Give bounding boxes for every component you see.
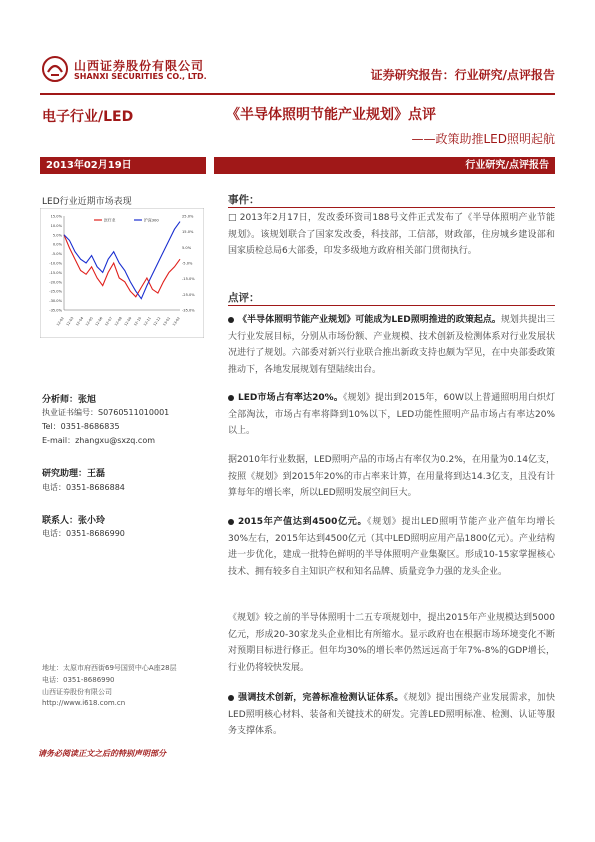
address-company: 山西证券股份有限公司 — [42, 688, 112, 696]
y-tick-label: 0.0% — [52, 242, 62, 247]
x-tick-label: 13-02 — [171, 316, 181, 327]
x-tick-label: 12-02 — [55, 316, 65, 327]
event-heading: 事件： — [228, 194, 260, 206]
review-paragraph-6 — [228, 690, 555, 740]
company-name-en: SHANXI SECURITIES CO., LTD. — [74, 72, 207, 81]
contact-name: 联系人：张小玲 — [42, 516, 106, 526]
review-p6-text: 《规划》提出围绕产业发展需求，加快LED照明核心材料、装备和关键技术的研发。完善LED照明标准、检测、认证等服务支撑体系。 — [228, 693, 555, 736]
legend-label-1: 医疗业 — [104, 217, 116, 223]
review-paragraph-4 — [228, 514, 555, 580]
header-divider — [40, 93, 555, 95]
y-right-tick-label: -35.0% — [182, 308, 195, 313]
x-tick-label: 12-06 — [94, 316, 104, 327]
analyst-cert: 执业证书编号：S0760511010001 — [42, 408, 170, 417]
review-paragraph-2 — [228, 390, 555, 440]
report-type-bar: 行业研究/点评报告 — [214, 157, 555, 174]
page-title: 《半导体照明节能产业规划》点评 — [226, 107, 436, 123]
y-tick-label: 5.0% — [52, 233, 62, 238]
review-p2-text: 《规划》提出到2015年，60W以上普通照明用白炽灯全部淘汰，市场占有率将降到10%以下，LED功能性照明产品市场占有率达20%以上。 — [228, 393, 555, 436]
event-text: □ 2013年2月17日，发改委环资司188号文件正式发布了《半导体照明产业节能规划》。该规划联合了国家发改委，科技部，工信部，财政部，住房城乡建设部和国家质检总局6大部委，印发多级地方政府相关部门贯彻执行。 — [228, 213, 555, 256]
market-performance-chart — [40, 208, 204, 338]
page-subtitle: ——政策助推LED照明起航 — [411, 132, 555, 146]
analyst-email[interactable]: E-mail：zhangxu@sxzq.com — [42, 436, 156, 445]
review-heading: 点评： — [228, 292, 260, 304]
review-p4-lead: 2015年产值达到4500亿元。 — [238, 517, 368, 527]
y-tick-label: 10.0% — [50, 223, 62, 228]
analyst-name: 分析师：张旭 — [42, 395, 97, 405]
y-tick-label: -25.0% — [49, 289, 62, 294]
y-right-tick-label: -5.0% — [182, 261, 193, 266]
contact-tel: 电话：0351-8686990 — [42, 529, 125, 538]
review-paragraph-5: 《规划》较之前的半导体照明十二五专项规划中，提出2015年产业规模达到5000亿元，形成20-30家龙头企业相比有所缩水。显示政府也在根据市场环境变化不断对预期目标进行修正。但年均30%的增长率仍然远远高于年7%-8%的GDP增长，行业仍将较快发展。 — [228, 613, 555, 673]
y-tick-label: -5.0% — [51, 252, 62, 257]
x-tick-label: 12-03 — [65, 316, 75, 327]
y-right-tick-label: -15.0% — [182, 277, 195, 282]
report-type-header: 证券研究报告：行业研究/点评报告 — [370, 68, 555, 82]
company-name-cn: 山西证券股份有限公司 — [74, 59, 205, 73]
y-tick-label: -10.0% — [49, 261, 62, 266]
assistant-tel: 电话：0351-8686884 — [42, 483, 125, 492]
review-p1-lead: 《半导体照明节能产业规划》可能成为LED照明推进的政策起点。 — [238, 315, 501, 325]
x-tick-label: 12-10 — [133, 316, 143, 327]
y-right-tick-label: -25.0% — [182, 292, 195, 297]
review-p2-lead: LED市场占有率达20%。 — [238, 393, 343, 403]
address-tel: 电话：0351-8686990 — [42, 676, 115, 684]
y-tick-label: -15.0% — [49, 270, 62, 275]
y-tick-label: -35.0% — [49, 308, 62, 313]
bullet-icon — [228, 395, 234, 401]
x-tick-label: 12-05 — [84, 316, 94, 327]
x-tick-label: 13-01 — [162, 316, 172, 327]
analyst-tel: Tel：0351-8686835 — [42, 422, 120, 431]
x-tick-label: 12-04 — [75, 316, 85, 327]
review-p1-text: 规划共提出三大行业发展目标，分别从市场份额、产业规模、技术创新及检测体系对行业发展状况进行了规划。六部委对新兴行业联合推出新政支持也颇为罕见，在中央部委政策推动下，各地发展规划有望陆续出台。 — [228, 315, 555, 375]
review-p6-lead: 强调技术创新，完善标准检测认证体系。 — [238, 693, 404, 703]
x-tick-label: 12-08 — [113, 316, 123, 327]
x-tick-label: 12-09 — [123, 316, 133, 327]
review-divider — [228, 305, 555, 306]
chart-title: LED行业近期市场表现 — [42, 197, 132, 207]
y-tick-label: -20.0% — [49, 280, 62, 285]
x-tick-label: 12-11 — [142, 316, 152, 327]
x-tick-label: 12-07 — [104, 316, 114, 327]
review-paragraph-3: 据2010年行业数据，LED照明产品的市场占有率仅为0.2%，在用量为0.14亿支，按照《规划》到2015年20%的市占率来计算，在用量将到达14.3亿支，且没有计算每年的增长率，所以LED照明发展空间巨大。 — [228, 455, 555, 498]
disclaimer-note: 请务必阅读正文之后的特别声明部分 — [38, 749, 166, 758]
y-tick-label: 15.0% — [50, 214, 62, 219]
company-website-link[interactable]: http://www.i618.com.cn — [42, 699, 126, 707]
date-bar: 2013年02月19日 — [40, 157, 206, 174]
x-tick-label: 12-12 — [152, 316, 162, 327]
review-paragraph-1 — [228, 312, 555, 378]
review-p4-text: 《规划》提出LED照明节能产业产值年均增长30%左右，2015年达到4500亿元（其中LED照明应用产品1800亿元）。产业结构进一步优化，建成一批特色鲜明的半导体照明产业集聚区。形成10-15家掌握核心技术、拥有较多自主知识产权和知名品牌、质量竞争力强的龙头企业。 — [228, 517, 555, 577]
y-right-tick-label: 5.0% — [182, 245, 192, 250]
address-line: 地址：太原市府西街69号国贸中心A座28层 — [42, 664, 177, 672]
legend-label-2: 沪深300 — [144, 217, 159, 223]
industry-label: 电子行业/LED — [42, 109, 134, 125]
y-right-tick-label: 15.0% — [182, 230, 194, 235]
company-logo-icon — [42, 56, 68, 82]
y-right-tick-label: 25.0% — [182, 214, 194, 219]
event-divider — [228, 207, 555, 208]
bullet-icon — [228, 317, 234, 323]
assistant-name: 研究助理：王磊 — [42, 469, 106, 479]
bullet-icon — [228, 519, 234, 525]
bullet-icon — [228, 695, 234, 701]
y-tick-label: -30.0% — [49, 299, 62, 304]
